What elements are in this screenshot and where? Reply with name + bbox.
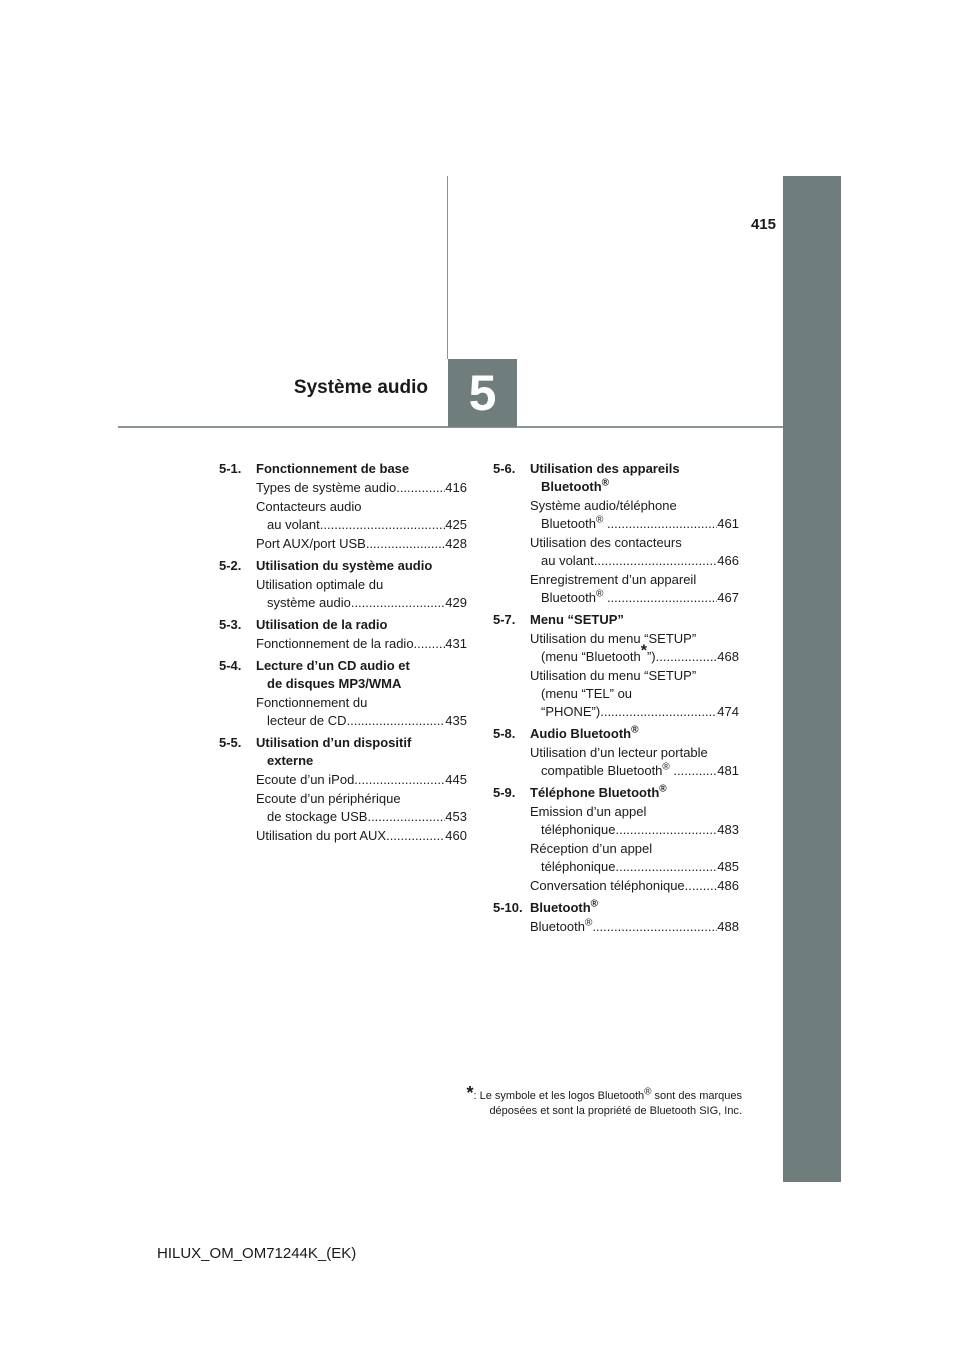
entry-page: 429 [445,595,467,610]
leader-dots [414,635,446,653]
toc-right-column [493,460,739,937]
entry-label: Ecoute d’un périphérique [256,791,401,806]
note-text: : Le symbole et les logos Bluetooth [473,1090,645,1102]
leader-dots [386,827,445,845]
entry-label-cont: au volant [267,517,320,532]
registered-mark: ® [659,783,667,795]
section-title: Utilisation des appareils [530,461,680,476]
registered-mark: ® [631,724,639,736]
entry-label: Conversation téléphonique [530,878,685,893]
chapter-side-tab [783,176,841,1182]
registered-mark: ® [601,477,610,489]
vertical-rule [447,176,448,359]
registered-mark: ® [662,761,670,773]
asterisk-mark: * [640,642,647,660]
section-number: 5-6. [493,461,516,476]
toc-entry[interactable] [530,667,739,721]
page-number: 415 [750,216,776,233]
registered-mark: ® [644,1086,652,1098]
entry-label: Emission d’un appel [530,804,647,819]
section-5-10[interactable] [493,899,739,917]
toc-entry[interactable] [530,840,739,876]
section-title: Utilisation du système audio [256,558,433,573]
section-number: 5-7. [493,612,516,627]
toc-left-column [219,460,467,846]
leader-dots [615,858,717,876]
section-5-5[interactable] [219,734,467,770]
entry-label: Système audio/téléphone [530,498,677,513]
entry-page: 468 [717,649,739,664]
section-title: Utilisation d’un dispositif [256,735,412,750]
toc-entry[interactable] [530,571,739,607]
entry-label: Ecoute d’un iPod [256,772,355,787]
entry-label-cont: (menu “Bluetooth [541,649,641,664]
toc-entry[interactable] [256,771,467,789]
entry-label: Utilisation d’un lecteur portable [530,745,708,760]
leader-dots [673,762,717,780]
note-text: déposées et sont la propriété de Bluetooth SIG, Inc. [489,1105,742,1117]
toc-entry[interactable] [256,635,467,653]
entry-label-cont: Bluetooth [541,590,596,605]
section-5-2[interactable] [219,557,467,575]
section-title: Utilisation de la radio [256,617,388,632]
entry-page: 435 [445,713,467,728]
entry-label: Types de système audio [256,480,397,495]
asterisk-mark: * [466,1083,474,1103]
toc-entry[interactable] [256,535,467,553]
leader-dots [615,821,717,839]
entry-label: Bluetooth [530,919,585,934]
leader-dots [366,535,445,553]
entry-label: Utilisation du menu “SETUP” [530,668,697,683]
toc-entry[interactable] [530,877,739,895]
section-number: 5-1. [219,461,242,476]
leader-dots [354,771,445,789]
toc-entry[interactable] [530,630,739,666]
section-title-cont: de disques MP3/WMA [267,676,402,691]
toc-entry[interactable] [256,498,467,534]
section-number: 5-2. [219,558,242,573]
section-number: 5-9. [493,785,516,800]
note-text: sont des marques [651,1090,742,1102]
registered-mark: ® [584,917,593,929]
leader-dots [592,918,717,936]
leader-dots [396,479,445,497]
section-title: Audio Bluetooth [530,726,632,741]
toc-entry[interactable] [530,534,739,570]
registered-mark: ® [595,588,604,600]
entry-label: Enregistrement d’un appareil [530,572,697,587]
toc-entry[interactable] [530,803,739,839]
entry-label-cont: compatible Bluetooth [541,763,663,778]
toc-entry[interactable] [256,790,467,826]
entry-label-cont: téléphonique [541,822,616,837]
entry-page: 481 [717,763,739,778]
entry-page: 416 [445,480,467,495]
leader-dots [351,594,445,612]
entry-page: 474 [717,704,739,719]
entry-label-cont: de stockage USB [267,809,368,824]
leader-dots [320,516,446,534]
toc-entry[interactable] [256,576,467,612]
entry-label: Réception d’un appel [530,841,653,856]
entry-label-cont: au volant [541,553,594,568]
entry-label: Port AUX/port USB [256,536,366,551]
section-number: 5-4. [219,658,242,673]
entry-label: Utilisation des contacteurs [530,535,682,550]
entry-label: Utilisation optimale du [256,577,384,592]
entry-label-cont: (menu “TEL” ou [541,686,633,701]
leader-dots [367,808,445,826]
entry-label: Fonctionnement du [256,695,368,710]
entry-page: 486 [717,878,739,893]
entry-page: 485 [717,859,739,874]
section-title: Téléphone Bluetooth [530,785,660,800]
leader-dots [594,552,718,570]
document-code-footer: HILUX_OM_OM71244K_(EK) [157,1245,357,1262]
section-5-8[interactable] [493,725,739,743]
entry-label: Utilisation du port AUX [256,828,387,843]
toc-entry[interactable] [256,827,467,845]
leader-dots [600,703,717,721]
leader-dots [685,877,718,895]
entry-label-cont: lecteur de CD [267,713,347,728]
toc-entry[interactable] [530,744,739,780]
entry-label: Utilisation du menu “SETUP” [530,631,697,646]
entry-label-cont: ”) [646,649,656,664]
section-number: 5-3. [219,617,242,632]
leader-dots [656,648,718,666]
leader-dots [607,589,717,607]
toc-entry[interactable] [530,497,739,533]
toc-entry[interactable] [530,918,739,936]
entry-page: 453 [445,809,467,824]
section-5-1[interactable] [219,460,467,478]
entry-page: 431 [445,636,467,651]
leader-dots [346,712,445,730]
section-5-4[interactable] [219,657,467,693]
section-title: Fonctionnement de base [256,461,410,476]
section-number: 5-5. [219,735,242,750]
leader-dots [607,515,717,533]
section-number: 5-10. [493,900,523,915]
entry-label-cont: téléphonique [541,859,616,874]
section-title: Bluetooth [530,900,591,915]
entry-label: Fonctionnement de la radio [256,636,414,651]
entry-page: 461 [717,516,739,531]
section-number: 5-8. [493,726,516,741]
chapter-number-box: 5 [448,359,517,427]
entry-page: 428 [445,536,467,551]
entry-label-cont: Bluetooth [541,516,596,531]
entry-page: 460 [445,828,467,843]
section-title: Lecture d’un CD audio et [256,658,410,673]
section-5-9[interactable] [493,784,739,802]
entry-label: Contacteurs audio [256,499,362,514]
entry-page: 445 [445,772,467,787]
section-title-cont: externe [267,753,314,768]
entry-page: 483 [717,822,739,837]
toc-entry[interactable] [256,479,467,497]
chapter-title: Système audio [293,377,428,398]
entry-page: 488 [717,919,739,934]
section-title-cont: Bluetooth [541,479,602,494]
toc-entry[interactable] [256,694,467,730]
entry-label-cont: “PHONE”) [541,704,601,719]
section-5-6[interactable] [493,460,739,496]
entry-page: 466 [717,553,739,568]
section-title: Menu “SETUP” [530,612,624,627]
entry-page: 425 [445,517,467,532]
section-5-7[interactable] [493,611,739,629]
registered-mark: ® [590,898,599,910]
registered-mark: ® [595,514,604,526]
entry-page: 467 [717,590,739,605]
entry-label-cont: système audio [267,595,351,610]
trademark-note [440,1083,742,1119]
section-5-3[interactable] [219,616,467,634]
